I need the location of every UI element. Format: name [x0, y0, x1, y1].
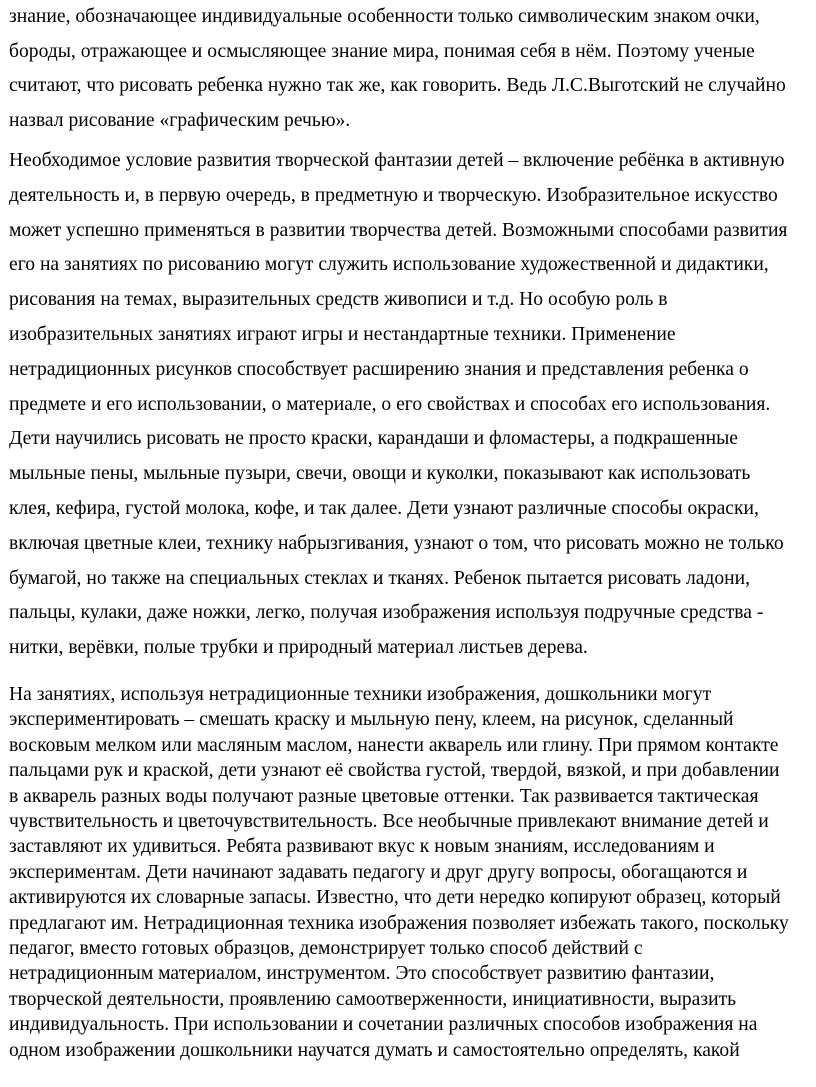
text-line: назвал рисование «графическим речью».: [9, 109, 351, 131]
text-line: пальцами рук и краской, дети узнают её свойства густой, твердой, вязкой, и при добавлении: [9, 760, 780, 782]
text-line: в акварель разных воды получают разные цветовые оттенки. Так развивается тактическая: [9, 785, 759, 807]
text-line: предмете и его использовании, о материале, о его свойствах и способах его использования.: [9, 393, 771, 415]
text-line: бороды, отражающее и осмысляющее знание мира, понимая себя в нём. Поэтому ученые: [9, 40, 755, 62]
text-line: считают, что рисовать ребенка нужно так же, как говорить. Ведь Л.С.Выготский не случайно: [9, 75, 786, 96]
text-line: чувствительность и цветочувствительность. Все необычные привлекают внимание детей и: [9, 811, 769, 833]
text-line: одном изображении дошкольники научатся думать и самостоятельно определять, какой: [9, 1039, 740, 1061]
text-line: мыльные пены, мыльные пузыри, свечи, овощи и куколки, показывают как использовать: [9, 463, 751, 485]
text-line: его на занятиях по рисованию могут служить использование художественной и дидактики,: [9, 254, 769, 276]
text-line: экспериментировать – смешать краску и мыльную пену, клеем, на рисунок, сделанный: [9, 709, 734, 731]
text-line: восковым мелком или масляным маслом, нанести акварель или глину. При прямом контакте: [9, 734, 779, 756]
text-line: включая цветные клеи, технику набрызгивания, узнают о том, что рисовать можно не только: [9, 532, 784, 554]
text-line: Необходимое условие развития творческой фантазии детей – включение ребёнка в активную: [9, 150, 785, 171]
text-line: индивидуальность. При использовании и сочетании различных способов изображения на: [9, 1014, 758, 1036]
text-line: нетрадиционных рисунков способствует расширению знания и представления ребенка о: [9, 358, 749, 380]
text-line: творческой деятельности, проявлению самоотверженности, инициативности, выразить: [9, 988, 737, 1010]
paragraph-1: [9, 0, 786, 138]
text-line: клея, кефира, густой молока, кофе, и так далее. Дети узнают различные способы окраски,: [9, 497, 759, 519]
text-line: знание, обозначающее индивидуальные особенности только символическим знаком очки,: [9, 6, 760, 27]
text-line: заставляют их удивиться. Ребята развивают вкус к новым знаниям, исследованиям и: [9, 836, 715, 858]
text-line: Дети научились рисовать не просто краски, карандаши и фломастеры, а подкрашенные: [9, 428, 738, 450]
text-line: нитки, верёвки, полые трубки и природный материал листьев дерева.: [9, 637, 588, 659]
text-line: На занятиях, используя нетрадиционные техники изображения, дошкольники могут: [9, 684, 712, 705]
text-line: деятельность и, в первую очередь, в предметную и творческую. Изобразительное искусство: [9, 184, 778, 206]
text-line: активируются их словарные запасы. Известно, что дети нередко копируют образец, который: [9, 887, 781, 909]
text-line: предлагают им. Нетрадиционная техника изображения позволяет избежать такого, поскольку: [9, 912, 789, 934]
text-line: пальцы, кулаки, даже ножки, легко, получая изображения используя подручные средства -: [9, 602, 764, 624]
text-line: экспериментам. Дети начинают задавать педагогу и друг другу вопросы, обогащаются и: [9, 861, 748, 883]
paragraph-2: [9, 144, 787, 666]
text-line: бумагой, но также на специальных стеклах и тканях. Ребенок пытается рисовать ладони,: [9, 567, 751, 589]
text-line: изобразительных занятиях играют игры и нестандартные техники. Применение: [9, 323, 676, 345]
text-line: может успешно применяться в развитии творчества детей. Возможными способами развития: [9, 219, 788, 241]
text-line: педагог, вместо готовых образцов, демонстрирует только способ действий с: [9, 938, 643, 960]
text-line: рисования на темах, выразительных средств живописи и т.д. Но особую роль в: [9, 289, 668, 311]
paragraph-3: [9, 682, 789, 1063]
text-line: нетрадиционным материалом, инструментом. Это способствует развитию фантазии,: [9, 963, 715, 985]
